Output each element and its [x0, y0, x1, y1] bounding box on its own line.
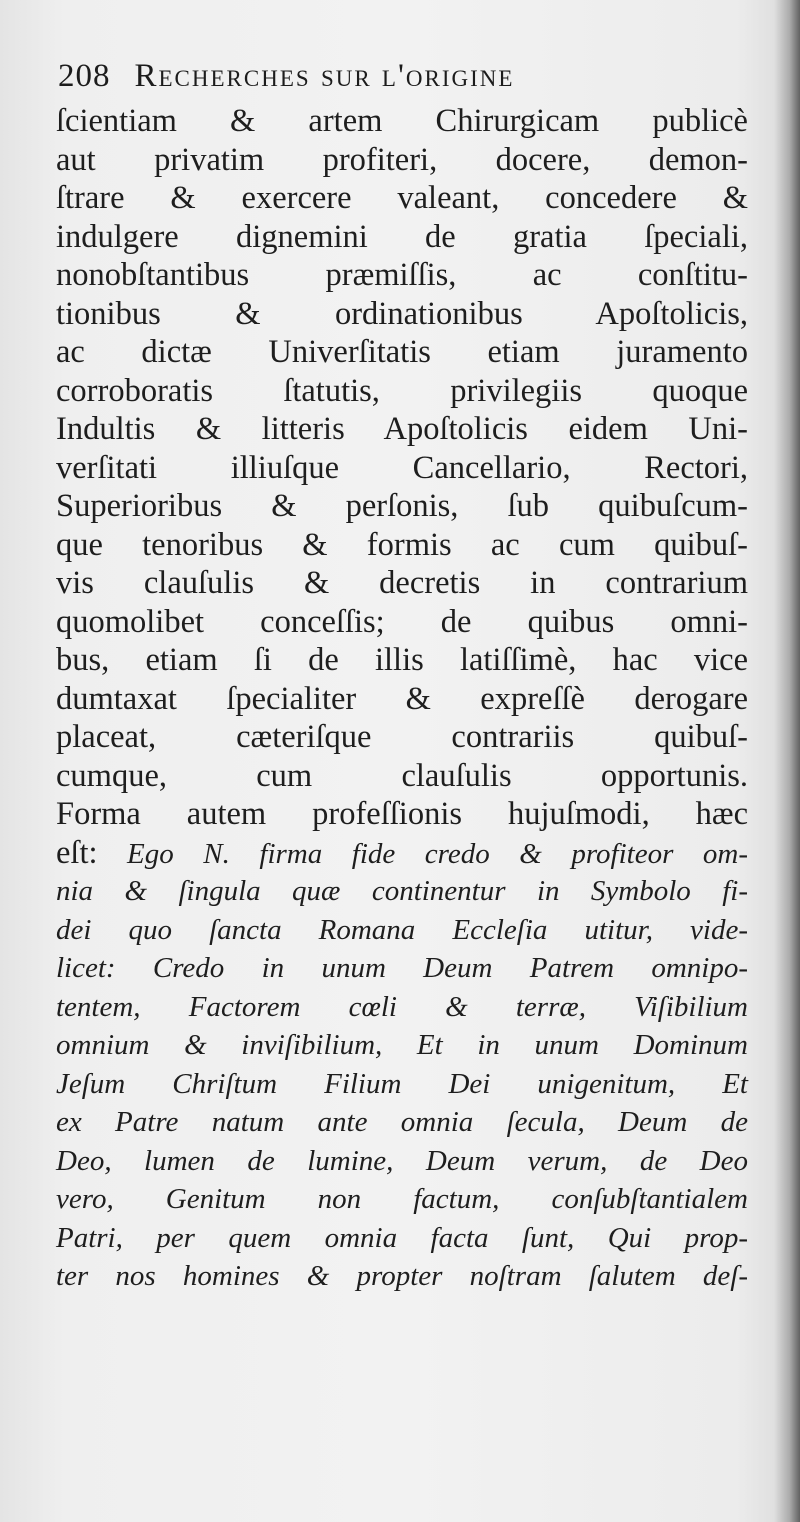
text-line: placeat, cæteriſque contrariis quibuſ-	[56, 719, 748, 755]
text-line: ter nos homines & propter noſtram ſalutem deſ-	[56, 1260, 748, 1292]
text-line: quomolibet conceſſis; de quibus omni-	[56, 603, 748, 640]
text-line: aut privatim profiteri, docere, demon-	[56, 141, 748, 178]
page-number: 208	[58, 58, 111, 94]
text-line: Deo, lumen de lumine, Deum verum, de Deo	[56, 1144, 748, 1177]
text-line: tentem, Factorem cœli & terræ, Viſibilium	[56, 990, 748, 1023]
text-line: ac dictæ Univerſitatis etiam juramento	[56, 334, 748, 370]
text-line: omnium & inviſibilium, Et in unum Dominum	[56, 1029, 748, 1061]
text-line: ſtrare & exercere valeant, concedere &	[56, 180, 748, 216]
text-line: dei quo ſancta Romana Eccleſia utitur, vide-	[56, 913, 748, 946]
text-line: verſitati illiuſque Cancellario, Rectori,	[56, 449, 748, 486]
spine-shadow	[774, 0, 800, 1522]
text-line: cumque, cum clauſulis opportunis.	[56, 757, 748, 794]
text-line: indulgere dignemini de gratia ſpeciali,	[56, 218, 748, 255]
text-line: vero, Genitum non factum, conſubſtantialem	[56, 1183, 748, 1215]
text-line: Superioribus & perſonis, ſub quibuſcum-	[56, 488, 748, 524]
text-line: bus, etiam ſi de illis latiſſimè, hac vice	[56, 642, 748, 678]
text-line: licet: Credo in unum Deum Patrem omnipo-	[56, 952, 748, 984]
running-head	[58, 58, 758, 102]
text-line: Forma autem profeſſionis hujuſmodi, hæc	[56, 796, 748, 832]
text-line: que tenoribus & formis ac cum quibuſ-	[56, 526, 748, 563]
text-line: ex Patre natum ante omnia ſecula, Deum de	[56, 1106, 748, 1138]
text-line: tionibus & ordinationibus Apoſtolicis,	[56, 295, 748, 332]
text-line: nia & ſingula quæ continentur in Symbolo fi-	[56, 875, 748, 907]
text-line: corroboratis ſtatutis, privilegiis quoque	[56, 372, 748, 409]
body-text	[56, 102, 748, 1296]
text-line: ſcientiam & artem Chirurgicam publicè	[56, 103, 748, 139]
text-line: Patri, per quem omnia facta ſunt, Qui prop-	[56, 1221, 748, 1254]
text-line: Indultis & litteris Apoſtolicis eidem Uni-	[56, 411, 748, 447]
text-line: Jeſum Chriſtum Filium Dei unigenitum, Et	[56, 1067, 748, 1100]
text-line: nonobſtantibus præmiſſis, ac conſtitu-	[56, 257, 748, 293]
text-line: dumtaxat ſpecialiter & expreſſè derogare	[56, 680, 748, 717]
text-line: vis clauſulis & decretis in contrarium	[56, 565, 748, 601]
text-line: eſt: Ego N. firma fide credo & profiteor om-	[56, 834, 748, 871]
running-title: Recherches sur l'origine	[134, 58, 515, 94]
